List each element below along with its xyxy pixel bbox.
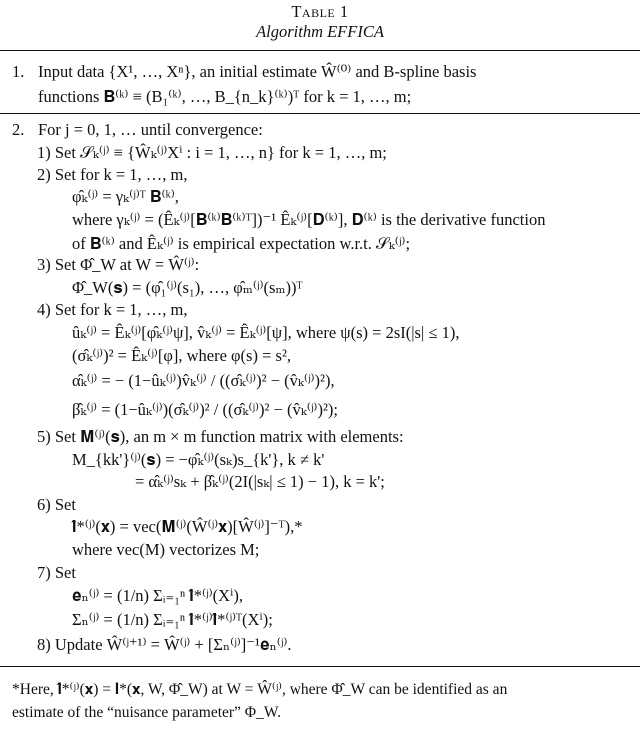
formula-line: (σ̂ₖ⁽ʲ⁾)² = Êₖ⁽ʲ⁾[φ], where φ(s) = s², <box>72 346 292 365</box>
substep-1: 1) Set 𝒮ₖ⁽ʲ⁾ ≡ {Ŵₖ⁽ʲ⁾Xⁱ : i = 1, …, n} for k = 1, …, m; <box>37 143 387 162</box>
step-2-number: 2. <box>12 120 25 139</box>
substep-8: 8) Update Ŵ⁽ʲ⁺¹⁾ = Ŵ⁽ʲ⁾ + [Σₙ⁽ʲ⁾]⁻¹𝐞ₙ⁽ʲ⁾. <box>37 635 292 654</box>
formula-line: = α̂ₖ⁽ʲ⁾sₖ + β̂ₖ⁽ʲ⁾(2I(|sₖ| ≤ 1) − 1), k = k'; <box>135 472 385 491</box>
formula-line: ûₖ⁽ʲ⁾ = Êₖ⁽ʲ⁾[φ̂ₖ⁽ʲ⁾ψ], v̂ₖ⁽ʲ⁾ = Êₖ⁽ʲ⁾[ψ], where ψ(s) = 2sI(|s| ≤ 1), <box>72 323 460 342</box>
footnote-line: estimate of the “nuisance parameter” Φ_W. <box>12 704 281 721</box>
formula-line: M_{kk'}⁽ʲ⁾(𝐬) = −φ̂ₖ⁽ʲ⁾(sₖ)s_{k'}, k ≠ k' <box>72 450 325 469</box>
formula-line: β̂ₖ⁽ʲ⁾ = (1−ûₖ⁽ʲ⁾)(σ̂ₖ⁽ʲ⁾)² / ((σ̂ₖ⁽ʲ⁾)² − (v̂ₖ⁽ʲ⁾)²); <box>72 400 338 419</box>
substep-7: 7) Set <box>37 563 76 582</box>
substep-5: 5) Set 𝐌⁽ʲ⁾(𝐬), an m × m function matrix with elements: <box>37 427 404 446</box>
substep-6: 6) Set <box>37 495 76 514</box>
table-label: Table 1 <box>291 2 349 21</box>
step-2-line: For j = 0, 1, … until convergence: <box>38 120 263 139</box>
formula-line: of 𝐁⁽ᵏ⁾ and Êₖ⁽ʲ⁾ is empirical expectation w.r.t. 𝒮ₖ⁽ʲ⁾; <box>72 234 411 253</box>
step-1-line: Input data {X¹, …, Xⁿ}, an initial estimate Ŵ⁽⁰⁾ and B-spline basis <box>38 62 477 81</box>
table-title: Algorithm EFFICA <box>256 22 384 41</box>
formula-line: Σₙ⁽ʲ⁾ = (1/n) Σᵢ₌₁ⁿ 𝐥̂*⁽ʲ⁾𝐥̂*⁽ʲ⁾ᵀ(Xⁱ); <box>72 610 273 629</box>
bottom-rule <box>0 666 640 667</box>
footnote-line: *Here, 𝐥̂*⁽ʲ⁾(𝐱) = 𝐥*(𝐱, W, Φ̂_W) at W = Ŵ⁽ʲ⁾, where Φ̂_W can be identified as an <box>12 681 508 698</box>
mid-rule <box>0 113 640 114</box>
formula-line: α̂ₖ⁽ʲ⁾ = − (1−ûₖ⁽ʲ⁾)v̂ₖ⁽ʲ⁾ / ((σ̂ₖ⁽ʲ⁾)² − (v̂ₖ⁽ʲ⁾)²), <box>72 371 335 390</box>
formula-line: where γₖ⁽ʲ⁾ = (Êₖ⁽ʲ⁾[𝐁⁽ᵏ⁾𝐁⁽ᵏ⁾ᵀ])⁻¹ Êₖ⁽ʲ⁾[𝐃⁽ᵏ⁾], 𝐃⁽ᵏ⁾ is the derivative function <box>72 210 546 229</box>
formula-line: 𝐥̂*⁽ʲ⁾(𝐱) = vec(𝐌⁽ʲ⁾(Ŵ⁽ʲ⁾𝐱)[Ŵ⁽ʲ⁾]⁻ᵀ),* <box>72 517 303 536</box>
substep-2: 2) Set for k = 1, …, m, <box>37 165 188 184</box>
step-1-line: functions 𝐁⁽ᵏ⁾ ≡ (B₁⁽ᵏ⁾, …, B_{n_k}⁽ᵏ⁾)ᵀ for k = 1, …, m; <box>38 87 412 106</box>
substep-3: 3) Set Φ̂_W at W = Ŵ⁽ʲ⁾: <box>37 255 200 274</box>
formula-line: φ̂ₖ⁽ʲ⁾ = γₖ⁽ʲ⁾ᵀ 𝐁⁽ᵏ⁾, <box>72 187 179 206</box>
step-1-number: 1. <box>12 62 25 81</box>
formula-line: 𝐞ₙ⁽ʲ⁾ = (1/n) Σᵢ₌₁ⁿ 𝐥̂*⁽ʲ⁾(Xⁱ), <box>72 586 243 605</box>
formula-line: where vec(M) vectorizes M; <box>72 540 260 559</box>
top-rule <box>0 50 640 51</box>
formula-line: Φ̂_W(𝐬) = (φ̂₁⁽ʲ⁾(s₁), …, φ̂ₘ⁽ʲ⁾(sₘ))ᵀ <box>72 278 303 297</box>
substep-4: 4) Set for k = 1, …, m, <box>37 300 188 319</box>
